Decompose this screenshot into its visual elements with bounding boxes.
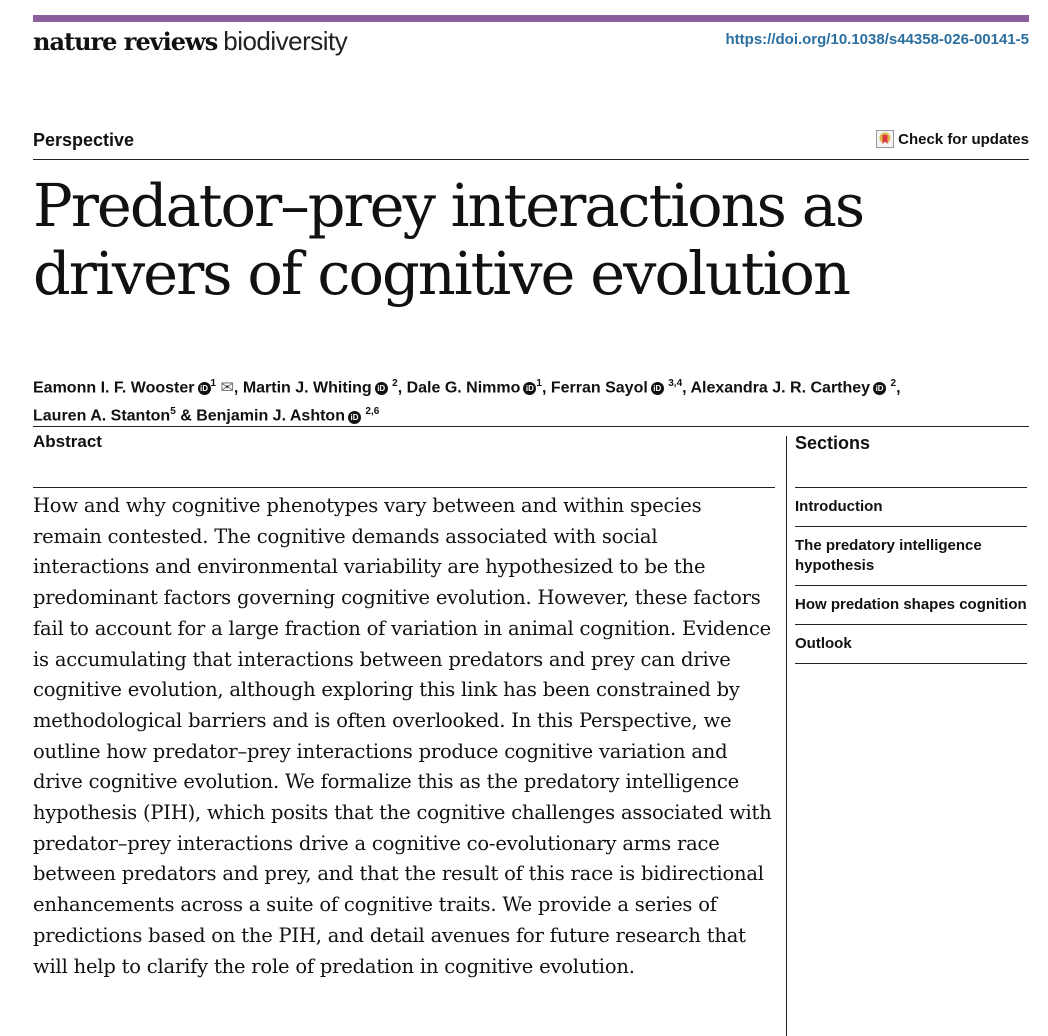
orcid-icon[interactable]: iD <box>523 382 536 395</box>
section-link-predation-shapes-cognition[interactable]: How predation shapes cognition <box>795 586 1027 625</box>
author-name[interactable]: Eamonn I. F. Wooster <box>33 379 195 397</box>
check-for-updates-label: Check for updates <box>898 130 1029 148</box>
journal-color-bar <box>33 15 1029 22</box>
abstract-heading: Abstract <box>33 432 102 451</box>
orcid-icon[interactable]: iD <box>651 382 664 395</box>
author-list: Eamonn I. F. Wooster iD $^1$ ✉, Martin J. Whiting iD $^2$, Dale G. Nimmo iD $^1$, Ferran Sayol iD $^{3,4}$, Alexandra J. R. Carthey iD $^2$, Lauren A. Stanton$^5$ & Benjamin J. Ashton iD $^{2,6}$ <box>33 378 901 425</box>
author-affiliation: 2 <box>890 378 897 389</box>
doi-link[interactable]: https://doi.org/10.1038/s44358-026-00141-5 <box>725 31 1029 48</box>
orcid-icon[interactable]: iD <box>198 382 211 395</box>
column-divider <box>786 436 787 1036</box>
abstract-divider <box>33 487 775 488</box>
abstract-text: How and why cognitive phenotypes vary between and within species remain contested. The cognitive demands associated with social interactions and environmental variability are hypothesized to be the predominant factors governing cognitive evolution. However, these factors fail to account for a large fraction of variation in animal cognition. Evidence is accumulating that interactions between predators and prey can drive cognitive evolution, although exploring this link has been constrained by methodological barriers and is often overlooked. In this Perspective, we outline how predator–prey interactions produce cognitive variation and drive cognitive evolution. We formalize this as the predatory intelligence hypothesis (PIH), which posits that the cognitive challenges associated with predator–prey interactions drive a cognitive co-evolutionary arms race between predators and prey, and that the result of this race is bidirectional enhancements across a suite of cognitive traits. We provide a series of predictions based on the PIH, and detail avenues for future research that will help to clarify the role of predation in cognitive evolution. <box>33 494 772 978</box>
author-name[interactable]: Ferran Sayol <box>550 379 648 397</box>
author-name[interactable]: Alexandra J. R. Carthey <box>690 379 871 397</box>
author-affiliation: 5 <box>170 406 176 418</box>
sections-heading: Sections <box>795 433 871 453</box>
journal-logo[interactable] <box>33 26 347 57</box>
orcid-icon[interactable]: iD <box>873 382 886 395</box>
author-name[interactable]: Martin J. Whiting <box>242 379 372 397</box>
check-for-updates-button[interactable] <box>876 130 1029 148</box>
article-type: Perspective <box>33 130 135 150</box>
section-link-outlook[interactable]: Outlook <box>795 625 1027 664</box>
orcid-icon[interactable]: iD <box>348 411 361 424</box>
orcid-icon[interactable]: iD <box>375 382 388 395</box>
author-affiliation: 2,6 <box>365 406 380 418</box>
journal-brand: nature reviews <box>33 27 218 56</box>
journal-name: biodiversity <box>223 26 348 56</box>
email-icon[interactable]: ✉ <box>220 379 234 397</box>
author-affiliation: 2 <box>392 378 398 389</box>
header-divider <box>33 159 1029 160</box>
sections-nav <box>795 487 1027 664</box>
author-name[interactable]: Lauren A. Stanton <box>33 407 171 425</box>
crossmark-icon <box>876 130 894 148</box>
section-link-predatory-intelligence[interactable]: The predatory intelligence hypothesis <box>795 527 1027 586</box>
author-affiliation: 3,4 <box>668 378 683 389</box>
authors-divider <box>33 426 1029 427</box>
article-title: Predator–prey interactions as drivers of cognitive evolution <box>33 171 864 308</box>
author-name[interactable]: Benjamin J. Ashton <box>196 407 345 425</box>
author-name[interactable]: Dale G. Nimmo <box>406 379 521 397</box>
author-affiliation: 1 <box>536 378 542 389</box>
author-affiliation: 1 <box>210 378 217 389</box>
section-link-introduction[interactable]: Introduction <box>795 488 1027 527</box>
